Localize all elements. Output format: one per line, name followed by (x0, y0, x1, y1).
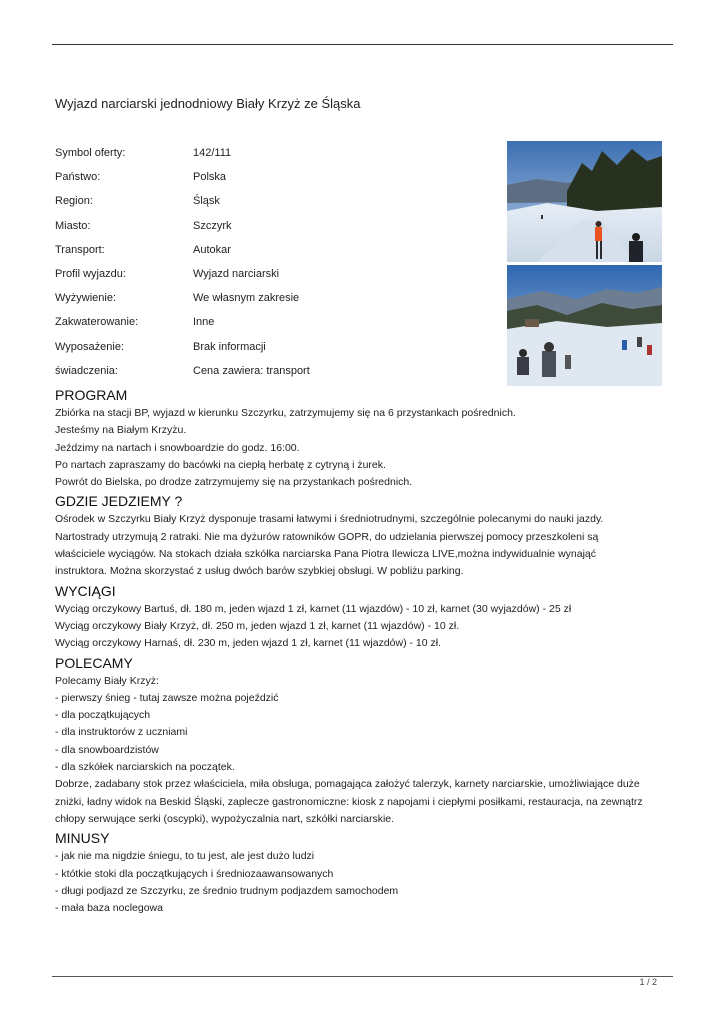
text-line: instruktora. Można skorzystać z usług dwóch barów szybkiej obsługi. W pobliżu parking. (55, 565, 464, 578)
destination-section (55, 491, 680, 580)
minuses-section (55, 828, 680, 917)
text-line: Po nartach zapraszamy do bacówki na ciepłą herbatę z cytryną i żurek. (55, 458, 386, 471)
detail-row-services (55, 359, 495, 383)
detail-label: Region: (55, 195, 93, 208)
ski-slope-photo (507, 141, 662, 262)
text-line: - mała baza noclegowa (55, 902, 163, 915)
detail-row-accommodation (55, 310, 495, 334)
detail-value: Autokar (193, 243, 231, 256)
text-line: Jeździmy na nartach i snowboardzie do godz. 16:00. (55, 441, 300, 454)
text-line: chłopy serwujące serki (oscypki), wypożyczalnia nart, szkółki narciarskie. (55, 812, 395, 825)
section-heading-destination: GDZIE JEDZIEMY ? (55, 493, 183, 510)
text-line: - dla snowboardzistów (55, 743, 159, 756)
detail-value: Cena zawiera: transport (193, 364, 310, 377)
text-line: Ośrodek w Szczyrku Biały Krzyż dysponuje trasami łatwymi i średniotrudnymi, szczególnie polecanymi do nauki jazdy. (55, 513, 604, 526)
text-line: Wyciąg orczykowy Biały Krzyż, dł. 250 m, jeden wjazd 1 zł, karnet (11 wjazdów) - 10 zł. (55, 619, 460, 632)
detail-row-city (55, 214, 495, 238)
detail-value: Śląsk (193, 195, 220, 208)
detail-value: 142/111 (193, 147, 232, 160)
lifts-section (55, 581, 680, 653)
detail-row-transport (55, 238, 495, 262)
detail-row-profile (55, 262, 495, 286)
detail-label: Państwo: (55, 171, 101, 184)
text-line: - pierwszy śnieg - tutaj zawsze można pojeździć (55, 691, 279, 704)
detail-label: Symbol oferty: (55, 147, 126, 160)
detail-row-equipment (55, 335, 495, 359)
text-line: - długi podjazd ze Szczyrku, ze średnio trudnym podjazdem samochodem (55, 884, 399, 897)
text-line: właściciele wyciągów. Na stokach działa szkółka narciarska Pana Piotra Ilewicza LIVE,można indywidualnie wynająć (55, 548, 597, 561)
page-number: 1 / 2 (639, 977, 657, 987)
detail-row-board (55, 286, 495, 310)
text-line: Nartostrady utrzymują 2 ratraki. Nie ma dyżurów ratowników GOPR, do udzielania pierwszej pomocy przeszkoleni są (55, 530, 599, 543)
detail-label: Miasto: (55, 219, 91, 232)
text-line: - dla szkółek narciarskich na początek. (55, 761, 235, 774)
detail-label: Zakwaterowanie: (55, 316, 139, 329)
text-line: - dla początkujących (55, 709, 151, 722)
program-section (55, 385, 680, 491)
text-line: zniżki, ładny widok na Beskid Śląski, zaplecze gastronomiczne: kiosk z napojami i ciepłymi posiłkami, restauracja, na zewnątrz (55, 795, 643, 808)
text-line: - któtkie stoki dla początkujących i średniozaawansowanych (55, 867, 334, 880)
recommend-section (55, 653, 680, 829)
detail-row-symbol (55, 141, 495, 165)
detail-value: Szczyrk (193, 219, 232, 232)
offer-details-table (55, 141, 495, 383)
text-line: Powrót do Bielska, po drodze zatrzymujemy się na przystankach pośrednich. (55, 476, 413, 489)
detail-row-region (55, 189, 495, 213)
detail-value: Polska (193, 171, 227, 184)
page-title: Wyjazd narciarski jednodniowy Biały Krzyż ze Śląska (55, 96, 361, 111)
detail-value: Wyjazd narciarski (193, 268, 280, 281)
text-line: Jesteśmy na Białym Krzyżu. (55, 424, 187, 437)
detail-label: Wyżywienie: (55, 292, 117, 305)
detail-value: We własnym zakresie (193, 292, 300, 305)
section-heading-recommend: POLECAMY (55, 654, 133, 671)
detail-label: Wyposażenie: (55, 340, 124, 353)
footer-rule (52, 976, 673, 977)
text-line: - dla instruktorów z uczniami (55, 726, 188, 739)
text-line: Wyciąg orczykowy Bartuś, dł. 180 m, jeden wjazd 1 zł, karnet (11 wjazdów) - 10 zł, karnet (30 wyjazdów) - 25 zł (55, 602, 572, 615)
section-heading-lifts: WYCIĄGI (55, 582, 116, 599)
detail-row-country (55, 165, 495, 189)
detail-label: świadczenia: (55, 364, 118, 377)
text-line: - jak nie ma nigdzie śniegu, to tu jest, ale jest dużo ludzi (55, 850, 315, 863)
text-line: Zbiórka na stacji BP, wyjazd w kierunku Szczyrku, zatrzymujemy się na 6 przystankach pośrednich. (55, 407, 516, 419)
detail-label: Transport: (55, 243, 105, 256)
text-line: Wyciąg orczykowy Harnaś, dł. 230 m, jeden wjazd 1 zł, karnet (11 wjazdów) - 10 zł. (55, 637, 442, 650)
section-heading-program: PROGRAM (55, 387, 128, 403)
header-rule (52, 44, 673, 45)
text-line: Polecamy Biały Krzyż: (55, 674, 159, 687)
detail-value: Brak informacji (193, 340, 266, 353)
mountain-view-photo (507, 265, 662, 386)
detail-value: Inne (193, 316, 215, 329)
text-line: Dobrze, zadabany stok przez właściciela, miła obsługa, pomagająca założyć talerzyk, karnety narciarskie, umożliwiające duże (55, 778, 640, 791)
detail-label: Profil wyjazdu: (55, 268, 126, 281)
section-heading-minuses: MINUSY (55, 830, 110, 847)
main-content (55, 385, 680, 917)
